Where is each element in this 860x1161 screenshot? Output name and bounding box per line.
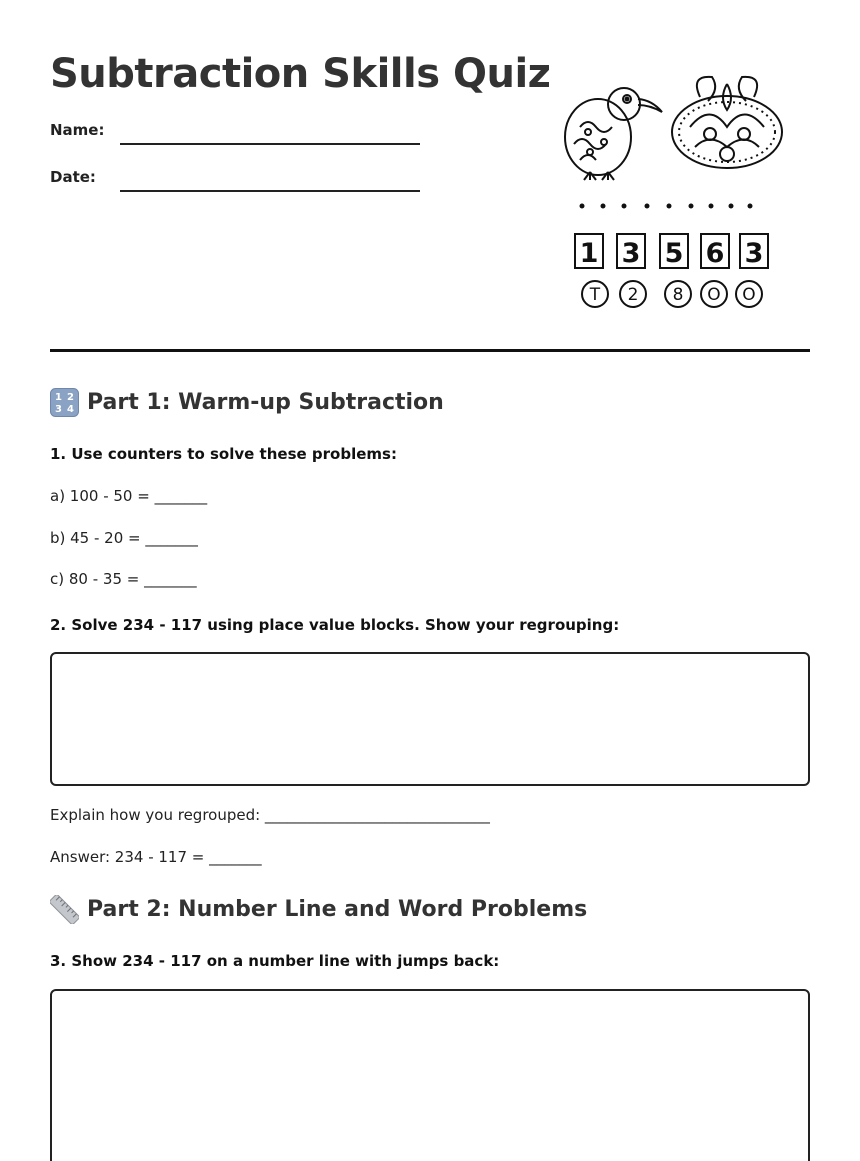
ornamental-shield-image <box>672 77 782 168</box>
name-field[interactable] <box>120 143 420 145</box>
explain-regrouping: Explain how you regrouped: ______________________________ <box>50 806 490 824</box>
circle-char-5: O <box>742 285 756 305</box>
page-title: Subtraction Skills Quiz <box>50 51 551 97</box>
date-field[interactable] <box>120 190 420 192</box>
question-3: 3. Show 234 - 117 on a number line with jumps back: <box>50 952 500 970</box>
digit-box-1: 1 <box>579 238 599 269</box>
numbers-keycap-icon <box>50 388 79 417</box>
kiwi-bird-image <box>565 88 662 180</box>
digit-box-2: 3 <box>621 238 641 269</box>
q1-item-a: a) 100 - 50 = _______ <box>50 487 208 505</box>
circle-char-4: O <box>707 285 721 305</box>
svg-text:3: 3 <box>55 404 62 415</box>
question-1: 1. Use counters to solve these problems: <box>50 445 397 463</box>
part1-heading <box>50 388 444 417</box>
q1-item-b: b) 45 - 20 = _______ <box>50 529 198 547</box>
digit-box-3: 5 <box>664 238 684 269</box>
svg-text:4: 4 <box>67 404 74 415</box>
circle-char-3: 8 <box>672 285 684 305</box>
q2-answer-line: Answer: 234 - 117 = _______ <box>50 848 262 866</box>
part2-heading <box>50 895 587 924</box>
circle-char-2: 2 <box>627 285 639 305</box>
digit-box-4: 6 <box>705 238 725 269</box>
digit-box-5: 3 <box>744 238 764 269</box>
name-label: Name: <box>50 121 105 139</box>
dot-row <box>580 204 753 209</box>
q1-item-c: c) 80 - 35 = _______ <box>50 570 197 588</box>
ruler-icon <box>50 895 79 924</box>
decorative-clipart <box>560 72 790 317</box>
q3-number-line-box[interactable] <box>50 989 810 1161</box>
circle-char-1: T <box>589 285 601 305</box>
part2-title: Part 2: Number Line and Word Problems <box>87 897 588 922</box>
part1-title: Part 1: Warm-up Subtraction <box>87 390 444 415</box>
svg-text:1: 1 <box>55 392 62 403</box>
svg-text:2: 2 <box>67 392 74 403</box>
q2-work-box[interactable] <box>50 652 810 786</box>
header-divider <box>50 349 810 352</box>
question-2: 2. Solve 234 - 117 using place value blocks. Show your regrouping: <box>50 616 620 634</box>
date-label: Date: <box>50 168 96 186</box>
